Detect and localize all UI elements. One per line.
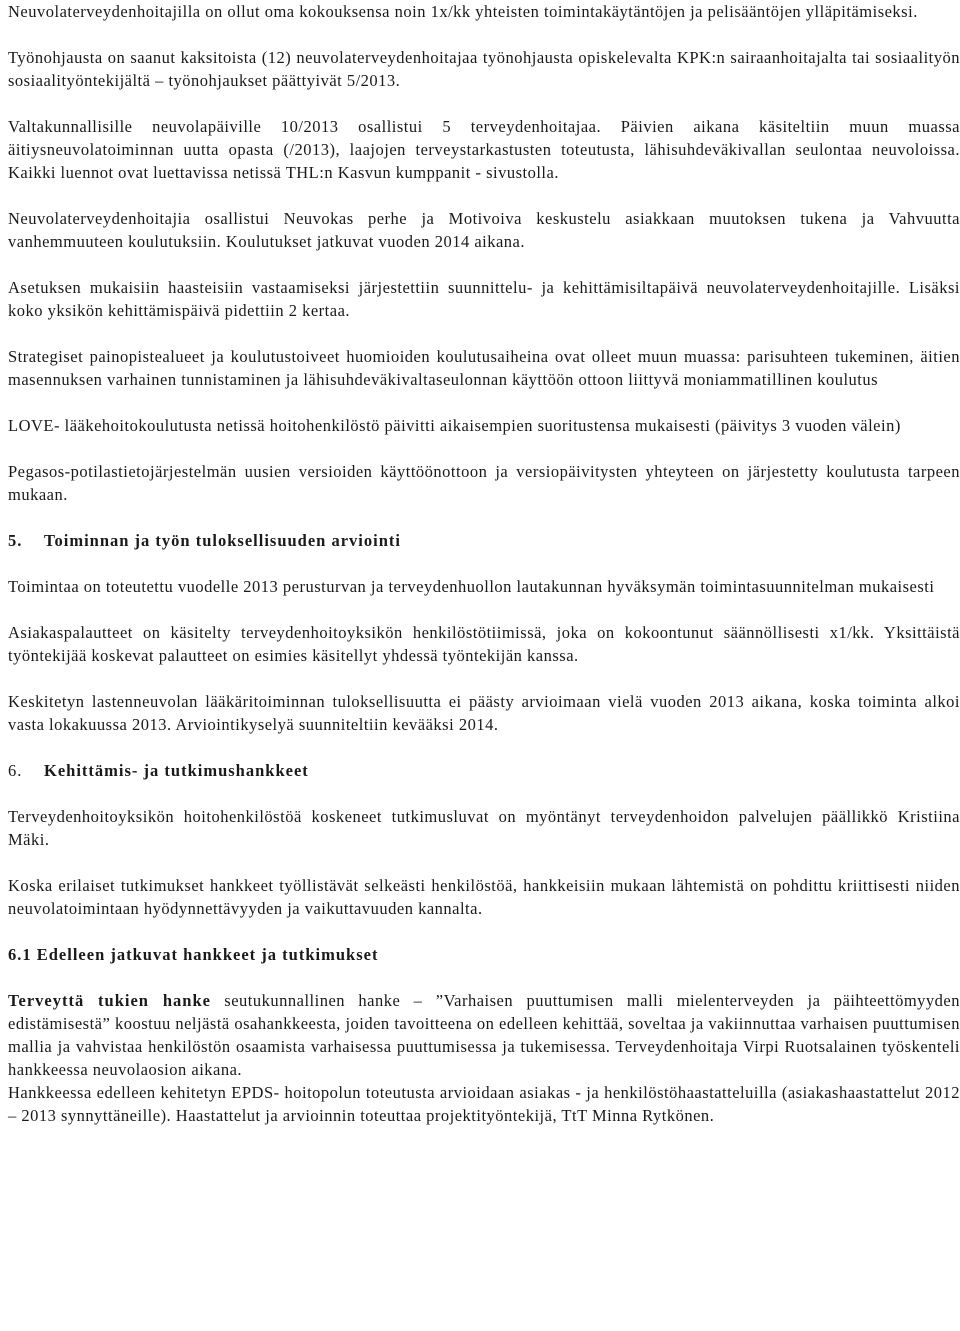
paragraph-national-days: Valtakunnallisille neuvolapäiville 10/2013 osallistui 5 terveydenhoitajaa. Päivien aikana käsiteltiin muun muassa äitiysneuvolatoiminnan uutta opasta (/2013), laajojen terveystarkastusten toteutusta, lähisuhdeväkivallan seulontaa neuvoloissa. Kaikki luennot ovat luettavissa netissä THL:n Kasvun kumppanit - sivustolla. bbox=[8, 117, 960, 182]
section-6-1-title: 6.1 Edelleen jatkuvat hankkeet ja tutkimukset bbox=[8, 945, 379, 964]
section-6-1-paragraph-1 bbox=[8, 989, 960, 1081]
section-5-heading bbox=[8, 529, 960, 552]
paragraph-trainings: Neuvolaterveydenhoitajia osallistui Neuvokas perhe ja Motivoiva keskustelu asiakkaan muutoksen tukena ja Vahvuutta vanhemmuuteen koulutuksiin. Koulutukset jatkuvat vuoden 2014 aikana. bbox=[8, 209, 960, 251]
section-5-title: Toiminnan ja työn tuloksellisuuden arviointi bbox=[44, 531, 401, 550]
project-description: seutukunnallinen hanke – ”Varhaisen puuttumisen malli mielenterveyden ja päihteettömyyden edistämisestä” koostuu neljästä osahankkeesta, joiden tavoitteena on edelleen kehittää, soveltaa ja vakiinnuttaa varhaisen puuttumisen mallia ja vahvistaa henkilöstön osaamista varhaisessa puuttumisessa ja tukemisessa. Terveydenhoitaja Virpi Ruotsalainen työskenteli hankkeessa neuvolaosion aikana. bbox=[8, 991, 960, 1079]
section-5-number: 5. bbox=[8, 531, 23, 550]
section-5-paragraph-3: Keskitetyn lastenneuvolan lääkäritoiminnan tuloksellisuutta ei päästy arvioimaan vielä vuoden 2013 aikana, koska toiminta alkoi vasta lokakuussa 2013. Arviointikyselyä suunniteltiin kevääksi 2014. bbox=[8, 692, 960, 734]
project-name: Terveyttä tukien hanke bbox=[8, 991, 211, 1010]
section-6-number: 6. bbox=[8, 761, 23, 780]
section-6-1-heading bbox=[8, 943, 960, 966]
paragraph-love-training: LOVE- lääkehoitokoulutusta netissä hoitohenkilöstö päivitti aikaisempien suoritustensa mukaisesti (päivitys 3 vuoden välein) bbox=[8, 416, 901, 435]
section-5-paragraph-1: Toimintaa on toteutettu vuodelle 2013 perusturvan ja terveydenhuollon lautakunnan hyväksymän toimintasuunnitelman mukaisesti bbox=[8, 577, 935, 596]
paragraph-meetings: Neuvolaterveydenhoitajilla on ollut oma kokouksensa noin 1x/kk yhteisten toimintakäytäntöjen ja pelisääntöjen ylläpitämiseksi. bbox=[8, 2, 918, 21]
section-6-title: Kehittämis- ja tutkimushankkeet bbox=[44, 761, 309, 780]
section-6-paragraph-2: Koska erilaiset tutkimukset hankkeet työllistävät selkeästi henkilöstöä, hankkeisiin mukaan lähtemistä on pohdittu kriittisesti niiden neuvolatoimintaan hyödynnettävyyden ja vaikuttavuuden kannalta. bbox=[8, 876, 960, 918]
paragraph-supervision: Työnohjausta on saanut kaksitoista (12) neuvolaterveydenhoitajaa työnohjausta opiskelevalta KPK:n sairaanhoitajalta tai sosiaalityön sosiaalityöntekijältä – työnohjaukset päättyivät 5/2013. bbox=[8, 48, 960, 90]
section-6-paragraph-1: Terveydenhoitoyksikön hoitohenkilöstöä koskeneet tutkimusluvat on myöntänyt terveydenhoidon palvelujen päällikkö Kristiina Mäki. bbox=[8, 807, 960, 849]
section-5-paragraph-2: Asiakaspalautteet on käsitelty terveydenhoitoyksikön henkilöstötiimissä, joka on kokoontunut säännöllisesti x1/kk. Yksittäistä työntekijää koskevat palautteet on esimies käsitellyt yhdessä työntekijän kanssa. bbox=[8, 623, 960, 665]
section-6-heading bbox=[8, 759, 960, 782]
paragraph-development-day: Asetuksen mukaisiin haasteisiin vastaamiseksi järjestettiin suunnittelu- ja kehittämisiltapäivä neuvolaterveydenhoitajille. Lisäksi koko yksikön kehittämispäivä pidettiin 2 kertaa. bbox=[8, 278, 960, 320]
paragraph-pegasos: Pegasos-potilastietojärjestelmän uusien versioiden käyttöönottoon ja versiopäivitysten yhteyteen on järjestetty koulutusta tarpeen mukaan. bbox=[8, 462, 960, 504]
paragraph-strategic-focus: Strategiset painopistealueet ja koulutustoiveet huomioiden koulutusaiheina ovat olleet muun muassa: parisuhteen tukeminen, äitien masennuksen varhainen tunnistaminen ja lähisuhdeväkivaltaseulonnan käyttöön ottoon liittyvä moniammatillinen koulutus bbox=[8, 347, 960, 389]
section-6-1-paragraph-2: Hankkeessa edelleen kehitetyn EPDS- hoitopolun toteutusta arvioidaan asiakas - ja henkilöstöhaastatteluilla (asiakashaastattelut 2012 – 2013 synnyttäneille). Haastattelut ja arvioinnin toteuttaa projektityöntekijä, TtT Minna Rytkönen. bbox=[8, 1083, 960, 1125]
